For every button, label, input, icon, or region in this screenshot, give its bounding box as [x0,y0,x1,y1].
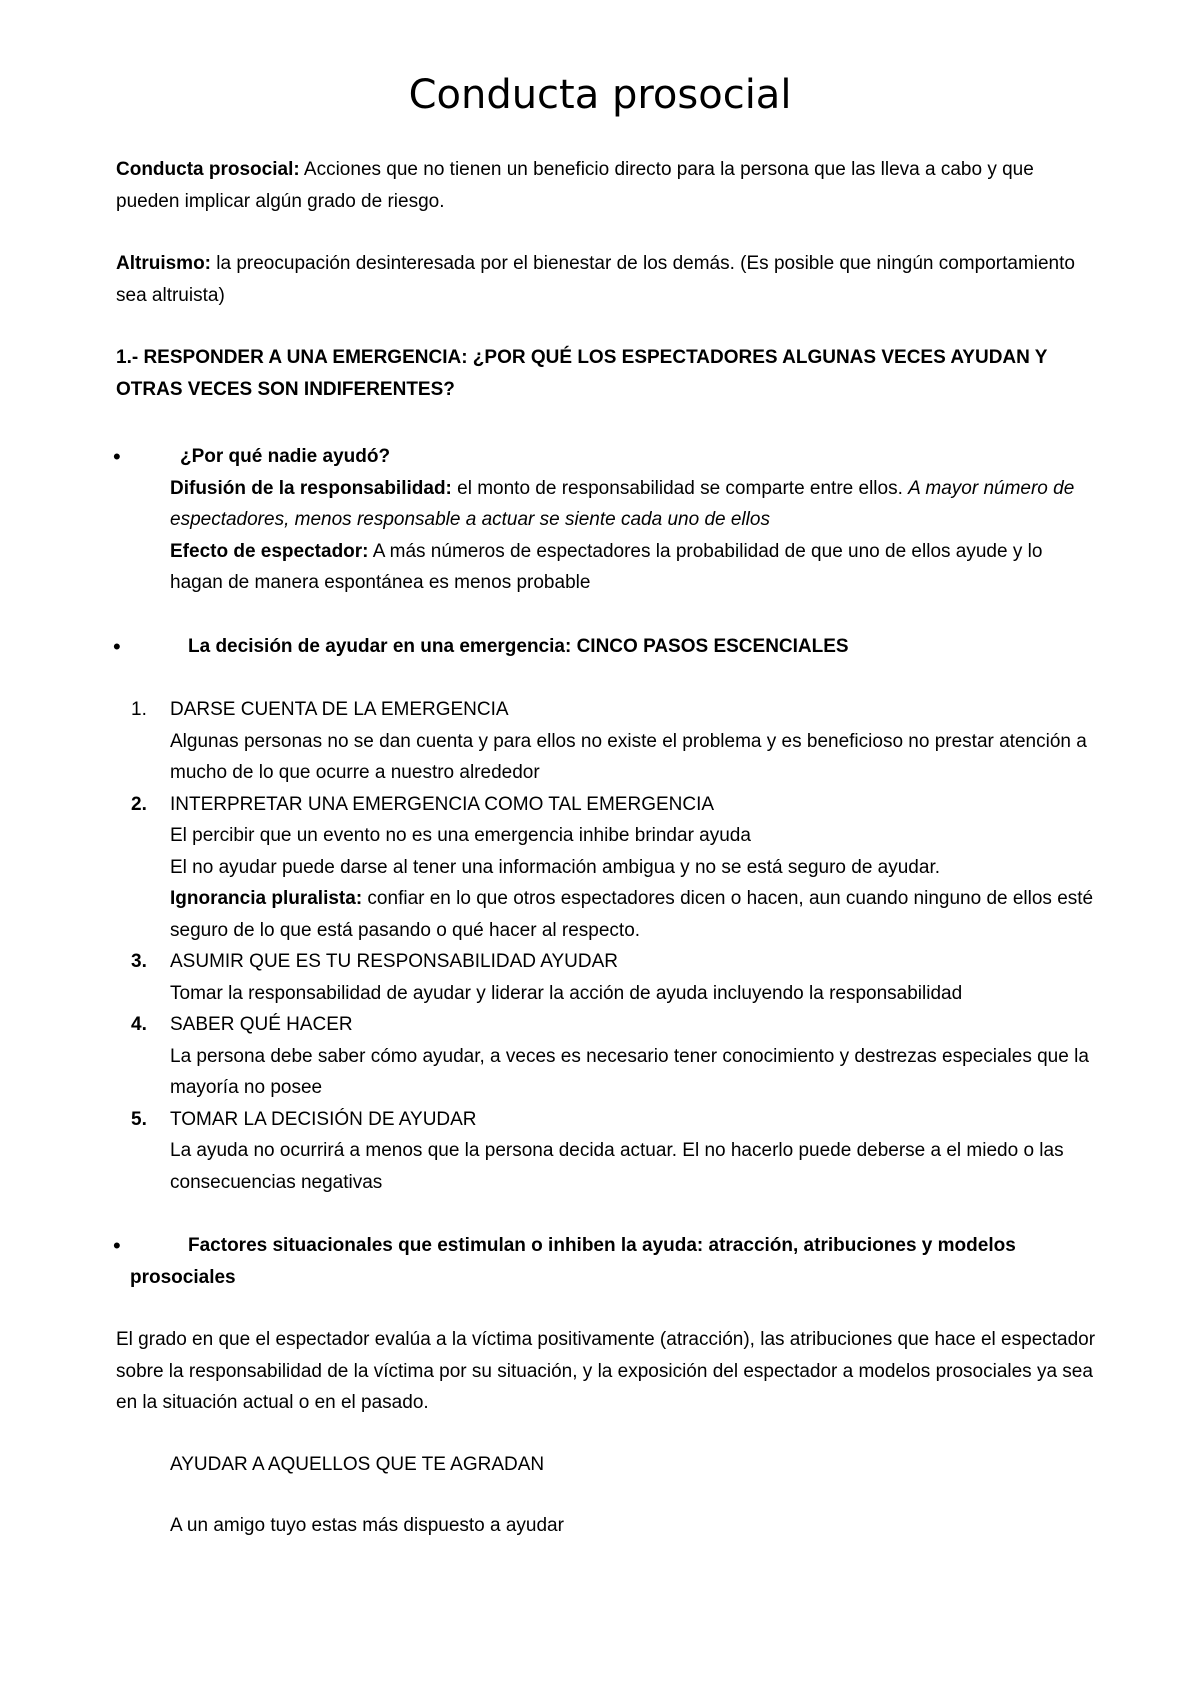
definition-difusion: Difusión de la responsabilidad: el monto de responsabilidad se comparte entre ellos. A mayor número de espectadores, menos responsable a actuar se siente cada uno de ellos [170,477,1075,530]
bullet-icon: • [113,633,121,659]
subheading-ayudar: AYUDAR A AQUELLOS QUE TE AGRADAN [170,1453,545,1475]
step-title: DARSE CUENTA DE LA EMERGENCIA [170,699,509,720]
list-item [116,789,1100,947]
list-item [116,1104,1100,1199]
bullet-item [113,441,1100,599]
document-body [113,154,1100,1542]
list-item [116,1009,1100,1104]
list-number: 4. [131,1014,147,1035]
step-title: SABER QUÉ HACER [170,1014,353,1035]
step-text: La ayuda no ocurrirá a menos que la persona decida actuar. El no hacerlo puede deberse a el miedo o las consecuencias negativas [170,1140,1064,1193]
step-text: Tomar la responsabilidad de ayudar y liderar la acción de ayuda incluyendo la responsabilidad [170,982,963,1004]
line-amigo: A un amigo tuyo estas más dispuesto a ayudar [170,1515,564,1536]
definition-conducta-prosocial [116,154,1100,217]
step-title: TOMAR LA DECISIÓN DE AYUDAR [170,1108,477,1130]
list-number: 1. [131,699,147,720]
definition-ignorancia: Ignorancia pluralista: confiar en lo que otros espectadores dicen o hacen, aun cuando ninguno de ellos esté seguro de lo que está pasando o qué hacer al respecto. [170,888,1094,941]
bullet-item [113,631,1100,663]
definition-text: la preocupación desinteresada por el bienestar de los demás. (Es posible que ningún comportamiento sea altruista) [116,253,1075,306]
definition-term: Conducta prosocial: [116,159,300,180]
list-number: 5. [131,1108,147,1130]
step-text: El percibir que un evento no es una emergencia inhibe brindar ayuda [170,825,751,846]
definition-term: Altruismo: [116,253,211,274]
bullet-heading: ¿Por qué nadie ayudó? [180,446,391,467]
document-title: Conducta prosocial [408,72,792,118]
list-item [116,946,1100,1009]
paragraph-grado: El grado en que el espectador evalúa a la víctima positivamente (atracción), las atribuciones que hace el espectador sobre la responsabilidad de la víctima por su situación, y la exposición del espectador a modelos prosociales ya sea en la situación actual o en el pasado. [116,1329,1096,1413]
bullet-heading: La decisión de ayudar en una emergencia: CINCO PASOS ESCENCIALES [188,635,849,657]
step-text: Algunas personas no se dan cuenta y para ellos no existe el problema y es beneficioso no prestar atención a mucho de lo que ocurre a nuestro alrededor [170,730,1087,783]
definition-altruismo [116,248,1100,311]
step-text: El no ayudar puede darse al tener una información ambigua y no se está seguro de ayudar. [170,856,941,878]
list-number: 3. [131,951,147,972]
step-title: ASUMIR QUE ES TU RESPONSABILIDAD AYUDAR [170,951,619,972]
list-item [116,694,1100,789]
section-heading: 1.- RESPONDER A UNA EMERGENCIA: ¿POR QUÉ LOS ESPECTADORES ALGUNAS VECES AYUDAN Y OTRAS VECES SON INDIFERENTES? [116,347,1048,400]
definition-efecto: Efecto de espectador: A más números de espectadores la probabilidad de que uno de ellos ayude y lo hagan de manera espontánea es menos probable [170,540,1043,593]
step-text: La persona debe saber cómo ayudar, a veces es necesario tener conocimiento y destrezas especiales que la mayoría no posee [170,1045,1089,1098]
bullet-icon: • [113,444,121,469]
step-title: INTERPRETAR UNA EMERGENCIA COMO TAL EMERGENCIA [170,793,715,815]
bullet-heading: Factores situacionales que estimulan o inhiben la ayuda: atracción, atribuciones y modelos prosociales [130,1235,1016,1288]
definition-text: Acciones que no tienen un beneficio directo para la persona que las lleva a cabo y que pueden implicar algún grado de riesgo. [116,159,1034,212]
steps-list [116,694,1100,1198]
list-number: 2. [131,793,147,815]
bullet-icon: • [113,1233,121,1258]
bullet-item [113,1230,1100,1293]
